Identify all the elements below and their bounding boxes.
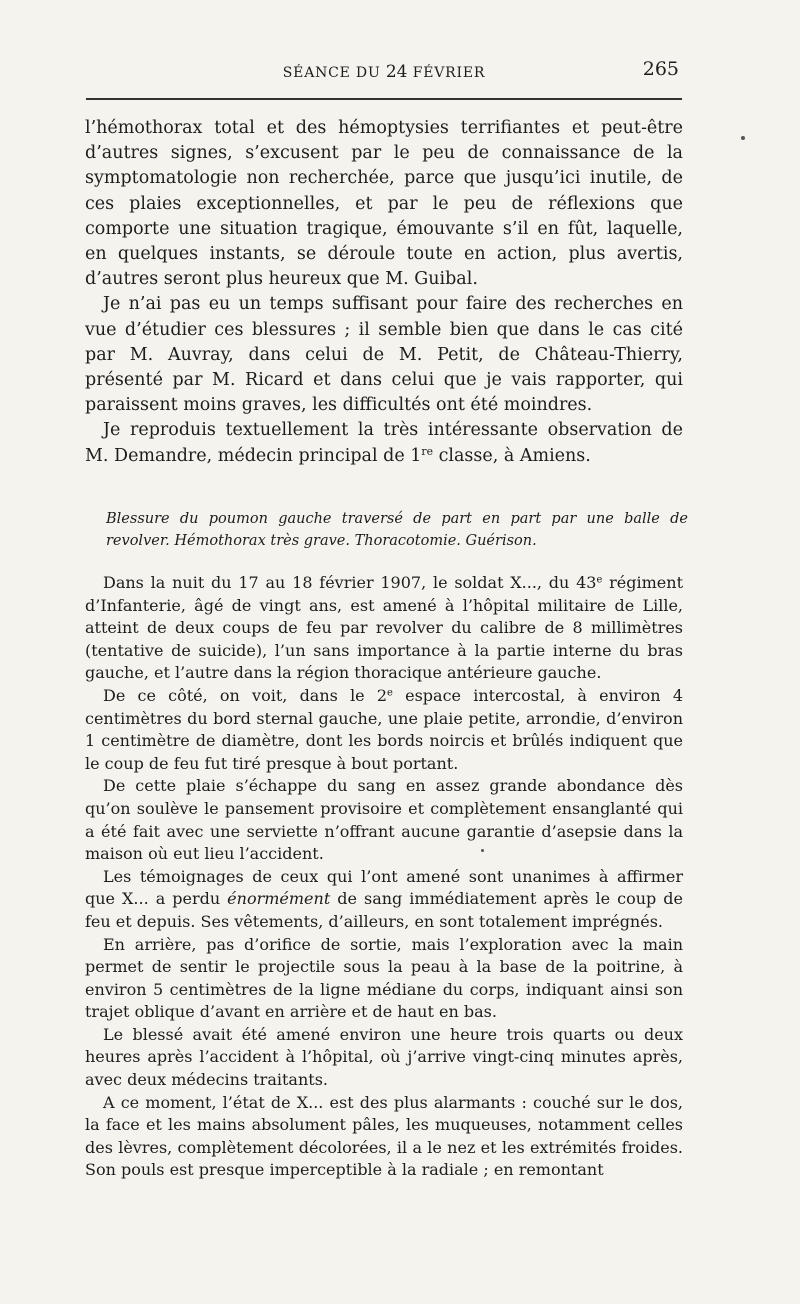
ordinal-superscript: re <box>421 444 434 458</box>
paragraph <box>85 418 683 468</box>
observation-text <box>85 572 683 1182</box>
paragraph <box>85 572 683 685</box>
paragraph-text: classe, à Amiens. <box>433 445 591 466</box>
paragraph-text: régiment d’Infanterie, âgé de vingt ans, est amené à l’hôpital militaire de Lille, atteint de deux coups de feu par revolver du calibre de 8 millimètres (tentative de suicide), l’un sans importance à la partie interne du bras gauche, et l’autre dans la région thoracique antérieure gauche. <box>85 573 684 683</box>
paragraph: l’hémothorax total et des hémoptysies terrifiantes et peut-être d’autres signes, s’excusent par le peu de connaissance de la symptomatologie non recherchée, parce que jusqu’ici inutile, de ces plaies exceptionnelles, et par le peu de réflexions que comporte une situation tragique, émouvante s’il en fût, laquelle, en quelques instants, se déroule toute en action, plus avertis, d’autres seront plus heureux que M. Guibal. <box>85 118 683 290</box>
running-head-prefix: SÉANCE DU <box>282 65 381 81</box>
main-text <box>85 116 683 469</box>
ordinal-superscript: e <box>387 687 393 699</box>
paragraph <box>85 685 683 775</box>
header-rule <box>86 98 682 100</box>
paragraph: En arrière, pas d’orifice de sortie, mais l’exploration avec la main permet de sentir le projectile sous la peau à la base de la poitrine, à environ 5 centimètres de la ligne médiane du corps, indiquant ainsi son trajet oblique d’avant en arrière et de haut en bas. <box>85 934 683 1022</box>
running-head-day: 24 <box>385 62 408 82</box>
running-head-month: FÉVRIER <box>412 65 486 81</box>
emphasis: énormément <box>227 889 331 909</box>
paragraph-text: Dans la nuit du 17 au 18 février 1907, le soldat X..., du 43 <box>103 573 597 592</box>
print-speck <box>741 136 745 140</box>
paragraph-text: Je reproduis textuellement la très intéressante observation de M. Demandre, médecin principal de 1 <box>85 420 683 466</box>
paragraph: Le blessé avait été amené environ une heure trois quarts ou deux heures après l’accident à l’hôpital, où j’arrive vingt-cinq minutes après, avec deux médecins traitants. <box>85 1024 683 1090</box>
caption-text: Blessure du poumon gauche traversé de part en part par une balle de revolver. Hémothorax très grave. Thoracotomie. Guérison. <box>106 511 688 549</box>
paragraph: A ce moment, l’état de X... est des plus alarmants : couché sur le dos, la face et les mains absolument pâles, les muqueuses, notamment celles des lèvres, complètement décolorées, il a le nez et les extrémités froides. Son pouls est presque imperceptible à la radiale ; en remontant <box>85 1092 683 1180</box>
paragraph: De cette plaie s’échappe du sang en assez grande abondance dès qu’on soulève le pansement provisoire et complètement ensanglanté qui a été fait avec une serviette n’offrant aucune garantie d’asepsie dans la maison où eut lieu l’accident. <box>85 776 683 864</box>
page-header <box>85 58 683 82</box>
paragraph-text: de sang immédiatement après le coup de feu et depuis. Ses vêtements, d’ailleurs, en sont totalement imprégnés. <box>85 889 684 931</box>
paragraph <box>85 866 683 934</box>
paragraph-text: espace intercostal, à environ 4 centimètres du bord sternal gauche, une plaie petite, arrondie, d’environ 1 centimètre de diamètre, dont les bords noircis et brûlés indiquent que le coup de feu fut tiré presque à bout portant. <box>85 685 683 773</box>
paragraph-text: Les témoignages de ceux qui l’ont amené sont unanimes à affirmer que X... a perdu <box>85 866 683 909</box>
observation-title <box>106 508 688 552</box>
paragraph-text: De ce côté, on voit, dans le 2 <box>103 685 388 705</box>
paragraph: Je n’ai pas eu un temps suffisant pour faire des recherches en vue d’étudier ces blessures ; il semble bien que dans le cas cité par M. Auvray, dans celui de M. Petit, de Château-Thierry, présenté par M. Ricard et dans celui que je vais rapporter, qui paraissent moins graves, les difficultés ont été moindres. <box>85 294 683 416</box>
ordinal-superscript: e <box>596 574 603 586</box>
page-number: 265 <box>642 58 679 80</box>
running-head <box>85 62 683 82</box>
